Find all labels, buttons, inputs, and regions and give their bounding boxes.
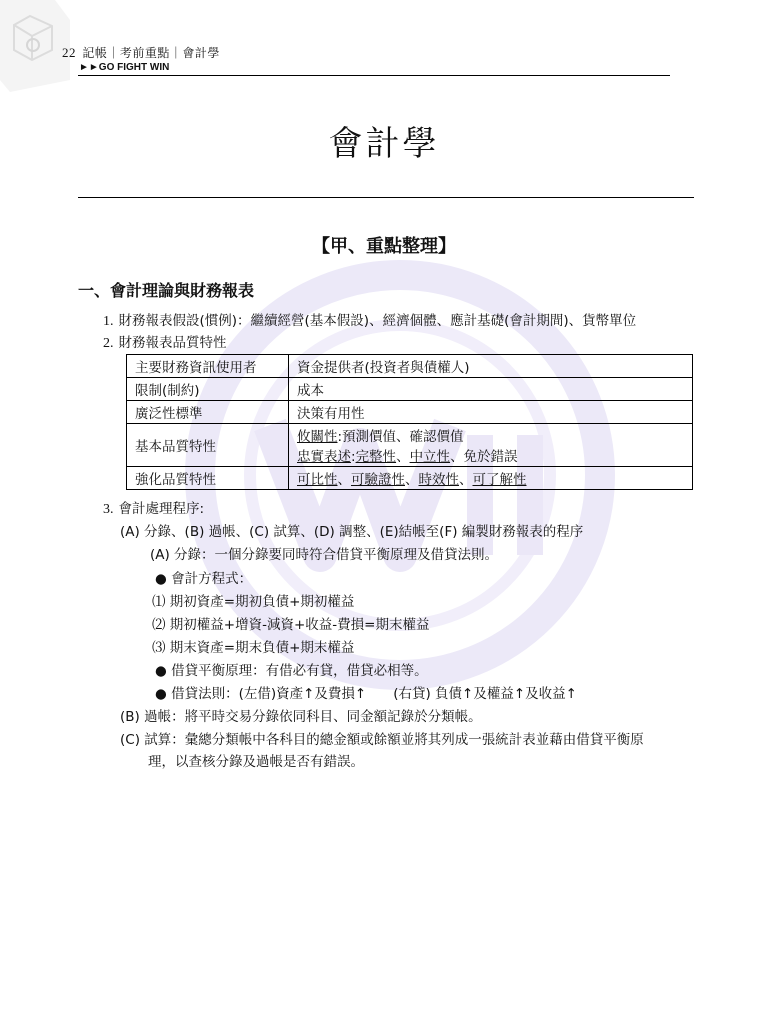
term-text: 、 bbox=[405, 472, 419, 488]
page-title: 會計學 bbox=[328, 124, 440, 164]
table-row bbox=[127, 424, 693, 467]
underlined-term: 可驗證性 bbox=[351, 472, 405, 488]
term-text: 、 bbox=[459, 472, 473, 488]
quality-characteristics-table bbox=[126, 354, 693, 490]
debit-credit-rule: 借貸法則：(左借)資產↑及費損↑ (右貸) 負債↑及權益↑及收益↑ bbox=[171, 686, 577, 702]
page-number: 22 bbox=[62, 45, 76, 60]
table-cell-label: 限制(制約) bbox=[127, 378, 289, 401]
table-cell-value: 成本 bbox=[289, 378, 693, 401]
table-row bbox=[127, 378, 693, 401]
posting-note: (B) 過帳：將平時交易分錄依同科目、同金額記錄於分類帳。 bbox=[120, 709, 482, 725]
title-divider bbox=[78, 197, 694, 198]
term-text: 、 bbox=[396, 449, 410, 465]
list-text: 會計處理程序: bbox=[118, 501, 205, 517]
bullet-item: ● 會計方程式： bbox=[155, 571, 253, 587]
table-cell-value bbox=[289, 467, 693, 490]
table-cell-label: 基本品質特性 bbox=[127, 424, 289, 467]
term-text: : bbox=[351, 449, 356, 465]
table-cell-value: 資金提供者(投資者與債權人) bbox=[289, 355, 693, 378]
table-cell-value bbox=[289, 424, 693, 467]
list-item-procedures bbox=[103, 499, 204, 520]
page-header bbox=[62, 44, 670, 73]
list-text: 財務報表假設(慣例)：繼續經營(基本假設)、經濟個體、應計基礎(會計期間)、貨幣單位 bbox=[118, 313, 637, 329]
fundamental-quality-line bbox=[297, 445, 684, 465]
header-divider bbox=[78, 75, 670, 76]
underlined-term: 中立性 bbox=[409, 449, 451, 465]
header-tagline: ►►GO FIGHT WIN bbox=[79, 62, 170, 73]
table-cell-label: 強化品質特性 bbox=[127, 467, 289, 490]
underlined-term: 攸關性 bbox=[297, 429, 338, 445]
table-row bbox=[127, 355, 693, 378]
table-cell-label: 主要財務資訊使用者 bbox=[127, 355, 289, 378]
underlined-term: 忠實表述 bbox=[297, 449, 351, 465]
procedure-summary: (A) 分錄、(B) 過帳、(C) 試算、(D) 調整、(E)結帳至(F) 編製財務報表的程序 bbox=[120, 524, 584, 540]
underlined-term: 完整性 bbox=[355, 449, 397, 465]
underlined-term: 可比性 bbox=[297, 472, 338, 488]
table-row bbox=[127, 401, 693, 424]
header-breadcrumb: 記帳｜考前重點｜會計學 bbox=[82, 46, 220, 60]
corner-logo-icon bbox=[0, 0, 70, 92]
bullet-item: ● 借貸法則：(左借)資產↑及費損↑ (右貸) 負債↑及權益↑及收益↑ bbox=[155, 686, 577, 702]
table-cell-label: 廣泛性標準 bbox=[127, 401, 289, 424]
list-number: 3. bbox=[103, 502, 114, 517]
fundamental-quality-line bbox=[297, 425, 684, 445]
list-item-qualities bbox=[103, 333, 227, 354]
list-number: 2. bbox=[103, 336, 114, 351]
table-cell-value: 決策有用性 bbox=[289, 401, 693, 424]
trial-balance-note: (C) 試算：彙總分類帳中各科目的總金額或餘額並將其列成一張統計表並藉由借貸平衡原 bbox=[120, 732, 644, 748]
list-number: 1. bbox=[103, 314, 114, 329]
equations-title: 會計方程式： bbox=[171, 571, 253, 587]
bullet-item: ● 借貸平衡原理：有借必有貸，借貸必相等。 bbox=[155, 663, 428, 679]
equation-line: ⑴ 期初資產=期初負債+期初權益 bbox=[152, 594, 355, 610]
chapter-heading: 一、會計理論與財務報表 bbox=[78, 281, 255, 300]
underlined-term: 可了解性 bbox=[472, 472, 527, 488]
term-text: 、 bbox=[337, 472, 351, 488]
term-text: :預測價值、確認價值 bbox=[337, 429, 464, 445]
trial-balance-note-cont: 理，以查核分錄及過帳是否有錯誤。 bbox=[148, 754, 364, 770]
entry-note: (A) 分錄：一個分錄要同時符合借貸平衡原理及借貸法則。 bbox=[150, 547, 499, 563]
equation-line: ⑶ 期末資產=期末負債+期末權益 bbox=[152, 640, 355, 656]
balance-principle: 借貸平衡原理：有借必有貸，借貸必相等。 bbox=[171, 663, 428, 679]
list-text: 財務報表品質特性 bbox=[118, 335, 227, 351]
underlined-term: 時效性 bbox=[418, 472, 459, 488]
header-breadcrumb-row bbox=[62, 44, 670, 61]
term-text: 、免於錯誤 bbox=[450, 449, 518, 465]
table-row bbox=[127, 467, 693, 490]
section-title: 【甲、重點整理】 bbox=[312, 236, 456, 257]
list-item-assumptions bbox=[103, 311, 636, 332]
equation-line: ⑵ 期初權益+增資-減資+收益-費損=期末權益 bbox=[152, 617, 430, 633]
